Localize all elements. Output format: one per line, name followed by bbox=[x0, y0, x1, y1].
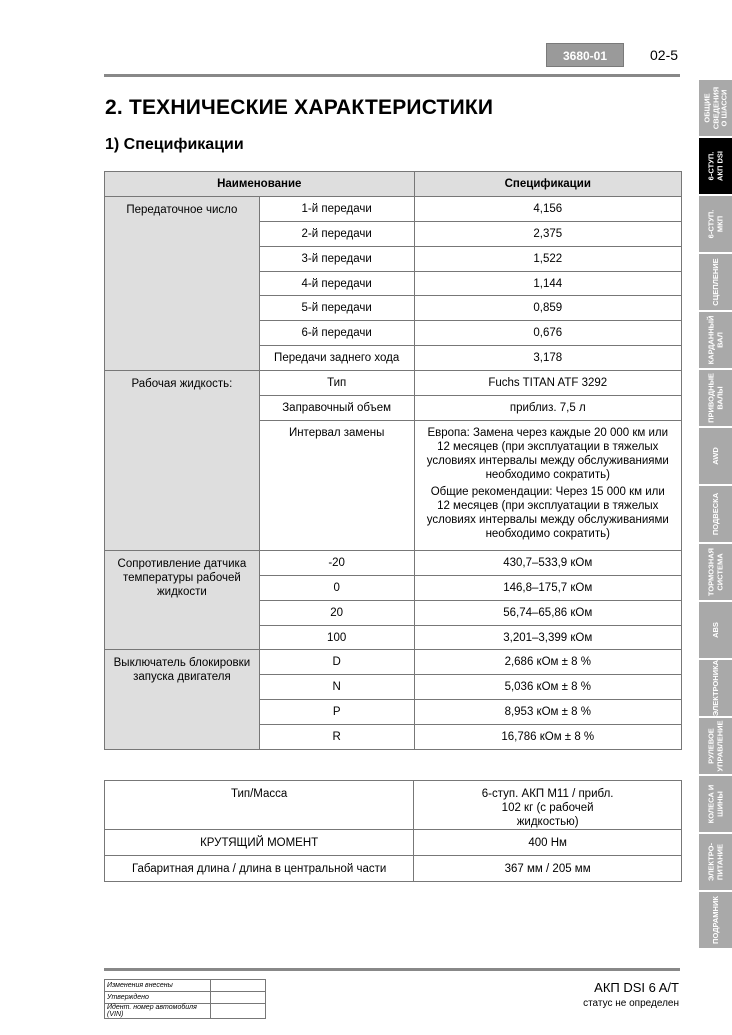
interval-general: Общие рекомендации: Через 15 000 км или 12 месяцев (при эксплуатации в тяжелых условиях интервалы между обслуживаниями необходимо сократить) bbox=[426, 485, 669, 540]
tab-chassis-general[interactable] bbox=[699, 80, 732, 136]
length-value: 367 мм / 205 мм bbox=[414, 856, 682, 882]
fluid-label: Рабочая жидкость: bbox=[105, 371, 260, 551]
tab-label: РУЛЕВОЕ УПРАВЛЕНИЕ bbox=[706, 720, 724, 772]
header-spec: Спецификации bbox=[414, 172, 681, 197]
inhibitor-label: Выключатель блокировки запуска двигателя bbox=[105, 650, 260, 750]
header-name: Наименование bbox=[105, 172, 415, 197]
fluid-capacity-label: Заправочный объем bbox=[259, 396, 414, 421]
fluid-interval-label: Интервал замены bbox=[259, 420, 414, 550]
spec-table-2 bbox=[104, 780, 682, 882]
gear-value: 3,178 bbox=[414, 346, 681, 371]
sensor-temp: 0 bbox=[259, 575, 414, 600]
approval-label: Идент. номер автомобиля (VIN) bbox=[105, 1004, 211, 1019]
tab-electronics[interactable] bbox=[699, 660, 732, 716]
inhibitor-pos: N bbox=[259, 675, 414, 700]
sensor-value: 430,7–533,9 кОм bbox=[414, 550, 681, 575]
fluid-capacity-value: приблиз. 7,5 л bbox=[414, 396, 681, 421]
approval-value bbox=[211, 1004, 266, 1019]
tab-subframe[interactable] bbox=[699, 892, 732, 948]
fluid-interval-value bbox=[414, 420, 681, 550]
page-number: 02-5 bbox=[650, 47, 679, 63]
gear-name: 5-й передачи bbox=[259, 296, 414, 321]
gear-name: 3-й передачи bbox=[259, 246, 414, 271]
interval-europe: Европа: Замена через каждые 20 000 км или 12 месяцев (при эксплуатации в тяжелых условиях интервалы между обслуживаниями необходимо сократить) bbox=[426, 426, 669, 481]
sensor-value: 56,74–65,86 кОм bbox=[414, 600, 681, 625]
inhibitor-pos: D bbox=[259, 650, 414, 675]
tab-label: ПОДВЕСКА bbox=[710, 492, 720, 536]
type-mass-label: Тип/Масса bbox=[105, 781, 414, 830]
gear-ratio-label: Передаточное число bbox=[105, 196, 260, 370]
inhibitor-value: 2,686 кОм ± 8 % bbox=[414, 650, 681, 675]
tab-clutch[interactable] bbox=[699, 254, 732, 310]
sensor-label: Сопротивление датчика температуры рабочей жидкости bbox=[105, 550, 260, 650]
fluid-type-label: Тип bbox=[259, 371, 414, 396]
type-mass-value: 6-ступ. АКП M11 / прибл. 102 кг (с рабочей жидкостью) bbox=[414, 781, 682, 830]
gear-name: 6-й передачи bbox=[259, 321, 414, 346]
gear-name: 2-й передачи bbox=[259, 221, 414, 246]
fluid-type-value: Fuchs TITAN ATF 3292 bbox=[414, 371, 681, 396]
inhibitor-pos: P bbox=[259, 700, 414, 725]
tab-drive-shafts[interactable] bbox=[699, 370, 732, 426]
status-text: статус не определен bbox=[583, 998, 679, 1009]
tab-propeller-shaft[interactable] bbox=[699, 312, 732, 368]
inhibitor-pos: R bbox=[259, 725, 414, 750]
top-rule bbox=[104, 74, 680, 77]
inhibitor-value: 8,953 кОм ± 8 % bbox=[414, 700, 681, 725]
tab-label: 6-СТУП. МКП bbox=[706, 209, 724, 239]
torque-value: 400 Нм bbox=[414, 830, 682, 856]
spec-table bbox=[104, 171, 682, 750]
tab-dsi-6at[interactable] bbox=[699, 138, 732, 194]
gear-name: Передачи заднего хода bbox=[259, 346, 414, 371]
sensor-temp: 20 bbox=[259, 600, 414, 625]
approval-value bbox=[211, 980, 266, 992]
length-label: Габаритная длина / длина в центральной части bbox=[105, 856, 414, 882]
approval-value bbox=[211, 992, 266, 1004]
tab-label: КОЛЕСА И ШИНЫ bbox=[706, 784, 724, 824]
tab-awd[interactable] bbox=[699, 428, 732, 484]
tab-label: ЭЛЕКТРО- ПИТАНИЕ bbox=[706, 843, 724, 881]
approval-table bbox=[104, 979, 266, 1019]
tab-label: ПРИВОДНЫЕ ВАЛЫ bbox=[706, 373, 724, 423]
tab-label: ABS bbox=[710, 622, 720, 638]
gear-value: 2,375 bbox=[414, 221, 681, 246]
gear-value: 4,156 bbox=[414, 196, 681, 221]
tab-label: ПОДРАМНИК bbox=[710, 896, 720, 944]
tab-power-supply[interactable] bbox=[699, 834, 732, 890]
torque-label: КРУТЯЩИЙ МОМЕНТ bbox=[105, 830, 414, 856]
doc-code: 3680-01 bbox=[546, 43, 624, 67]
sensor-value: 3,201–3,399 кОм bbox=[414, 625, 681, 650]
bottom-rule bbox=[104, 968, 680, 971]
gear-value: 0,676 bbox=[414, 321, 681, 346]
sensor-temp: -20 bbox=[259, 550, 414, 575]
section-title: 2. ТЕХНИЧЕСКИЕ ХАРАКТЕРИСТИКИ bbox=[105, 96, 494, 119]
tab-wheels-tires[interactable] bbox=[699, 776, 732, 832]
tab-label: AWD bbox=[710, 447, 720, 465]
tab-label: ЭЛЕКТРОНИКА bbox=[710, 660, 720, 716]
gear-value: 1,522 bbox=[414, 246, 681, 271]
gear-value: 0,859 bbox=[414, 296, 681, 321]
product-name: АКП DSI 6 A/T bbox=[594, 980, 679, 995]
tab-label: ТОРМОЗНАЯ СИСТЕМА bbox=[706, 547, 724, 597]
tab-suspension[interactable] bbox=[699, 486, 732, 542]
tab-abs[interactable] bbox=[699, 602, 732, 658]
tab-steering[interactable] bbox=[699, 718, 732, 774]
inhibitor-value: 16,786 кОм ± 8 % bbox=[414, 725, 681, 750]
inhibitor-value: 5,036 кОм ± 8 % bbox=[414, 675, 681, 700]
approval-label: Изменения внесены bbox=[105, 980, 211, 992]
tab-label: 6-СТУП. АКП DSI bbox=[706, 151, 724, 181]
tab-label: СЦЕПЛЕНИЕ bbox=[710, 258, 720, 306]
tab-6mt[interactable] bbox=[699, 196, 732, 252]
tab-label: КАРДАННЫЙ ВАЛ bbox=[706, 315, 724, 365]
gear-name: 1-й передачи bbox=[259, 196, 414, 221]
gear-name: 4-й передачи bbox=[259, 271, 414, 296]
tab-brakes[interactable] bbox=[699, 544, 732, 600]
approval-label: Утверждено bbox=[105, 992, 211, 1004]
gear-value: 1,144 bbox=[414, 271, 681, 296]
sensor-temp: 100 bbox=[259, 625, 414, 650]
section-tabs bbox=[699, 80, 732, 950]
subsection-title: 1) Спецификации bbox=[105, 136, 244, 153]
sensor-value: 146,8–175,7 кОм bbox=[414, 575, 681, 600]
tab-label: ОБЩИЕ СВЕДЕНИЯ О ШАССИ bbox=[701, 86, 728, 130]
